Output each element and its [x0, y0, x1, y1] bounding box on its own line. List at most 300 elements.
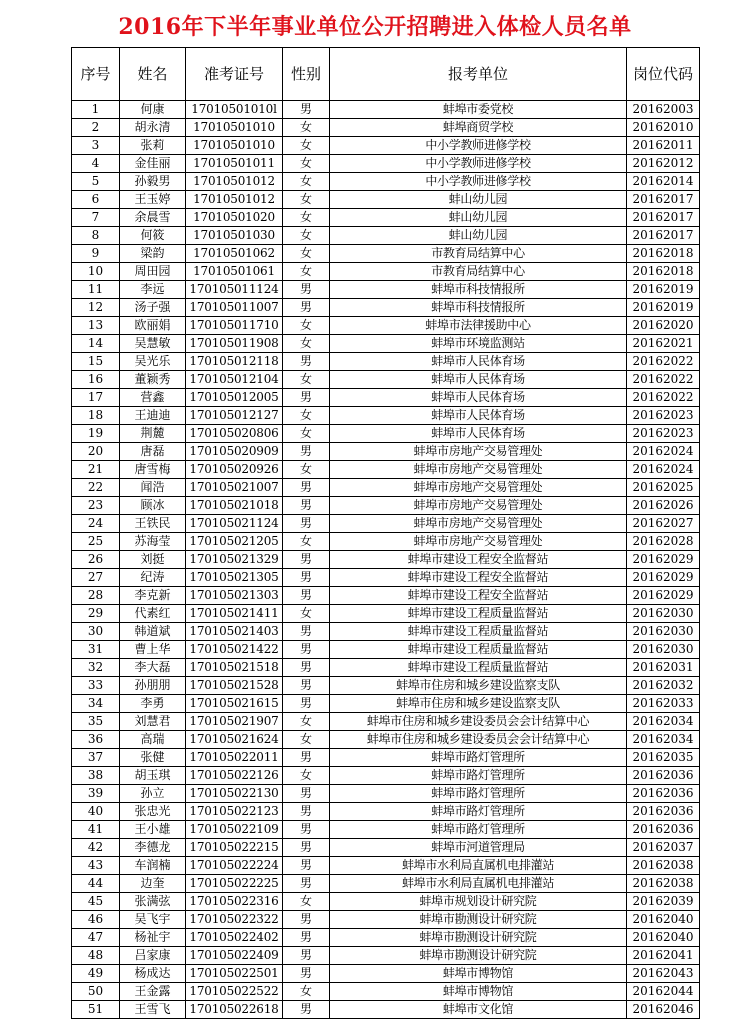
cell-seq: 20 [72, 443, 120, 461]
cell-exam-no: 170105011908 [186, 335, 283, 353]
cell-name: 王金露 [120, 983, 186, 1001]
cell-seq: 28 [72, 587, 120, 605]
cell-exam-no: 17010501020 [186, 209, 283, 227]
cell-unit: 蚌埠市科技情报所 [330, 281, 627, 299]
cell-exam-no: 17010501062 [186, 245, 283, 263]
cell-name: 王玉婷 [120, 191, 186, 209]
cell-name: 纪涛 [120, 569, 186, 587]
cell-seq: 9 [72, 245, 120, 263]
cell-unit: 蚌埠市住房和城乡建设监察支队 [330, 677, 627, 695]
cell-exam-no: 170105022126 [186, 767, 283, 785]
cell-gender: 男 [283, 587, 330, 605]
cell-seq: 30 [72, 623, 120, 641]
cell-position-code: 20162024 [627, 443, 700, 461]
cell-gender: 男 [283, 389, 330, 407]
cell-name: 王雪飞 [120, 1001, 186, 1019]
cell-gender: 女 [283, 137, 330, 155]
cell-unit: 蚌埠市建设工程质量监督站 [330, 641, 627, 659]
cell-unit: 市教育局结算中心 [330, 245, 627, 263]
cell-name: 周田园 [120, 263, 186, 281]
cell-gender: 男 [283, 353, 330, 371]
cell-gender: 女 [283, 191, 330, 209]
cell-seq: 25 [72, 533, 120, 551]
cell-exam-no: 170105022130 [186, 785, 283, 803]
cell-position-code: 20162034 [627, 713, 700, 731]
cell-seq: 24 [72, 515, 120, 533]
cell-gender: 女 [283, 767, 330, 785]
cell-unit: 蚌埠市住房和城乡建设委员会会计结算中心 [330, 713, 627, 731]
cell-gender: 女 [283, 713, 330, 731]
cell-position-code: 20162033 [627, 695, 700, 713]
cell-exam-no: 170105021205 [186, 533, 283, 551]
cell-unit: 蚌埠市文化馆 [330, 1001, 627, 1019]
cell-exam-no: 17010501010l [186, 101, 283, 119]
cell-gender: 男 [283, 479, 330, 497]
cell-unit: 蚌埠市房地产交易管理处 [330, 533, 627, 551]
cell-seq: 23 [72, 497, 120, 515]
cell-seq: 49 [72, 965, 120, 983]
cell-position-code: 20162022 [627, 353, 700, 371]
table-row [72, 101, 700, 119]
cell-exam-no: 170105022011 [186, 749, 283, 767]
cell-position-code: 20162023 [627, 425, 700, 443]
cell-exam-no: 170105021305 [186, 569, 283, 587]
cell-gender: 男 [283, 875, 330, 893]
cell-unit: 蚌埠市水利局直属机电排灌站 [330, 857, 627, 875]
cell-unit: 蚌埠市勘测设计研究院 [330, 929, 627, 947]
cell-gender: 男 [283, 101, 330, 119]
cell-exam-no: 170105022402 [186, 929, 283, 947]
cell-seq: 27 [72, 569, 120, 587]
cell-exam-no: 170105022215 [186, 839, 283, 857]
cell-seq: 32 [72, 659, 120, 677]
cell-seq: 47 [72, 929, 120, 947]
cell-exam-no: 170105011124 [186, 281, 283, 299]
cell-position-code: 20162041 [627, 947, 700, 965]
cell-name: 张满弦 [120, 893, 186, 911]
cell-name: 孙立 [120, 785, 186, 803]
table-row [72, 281, 700, 299]
cell-position-code: 20162040 [627, 911, 700, 929]
cell-name: 李大磊 [120, 659, 186, 677]
cell-seq: 19 [72, 425, 120, 443]
cell-position-code: 20162038 [627, 857, 700, 875]
cell-unit: 蚌埠市路灯管理所 [330, 749, 627, 767]
cell-exam-no: 170105012005 [186, 389, 283, 407]
cell-position-code: 20162022 [627, 389, 700, 407]
cell-exam-no: 170105020806 [186, 425, 283, 443]
cell-exam-no: 170105022109 [186, 821, 283, 839]
cell-gender: 女 [283, 371, 330, 389]
table-row [72, 875, 700, 893]
cell-name: 孙朋朋 [120, 677, 186, 695]
cell-name: 王迪迪 [120, 407, 186, 425]
table-row [72, 569, 700, 587]
cell-unit: 蚌埠市路灯管理所 [330, 767, 627, 785]
cell-exam-no: 170105021624 [186, 731, 283, 749]
cell-name: 吴慧敏 [120, 335, 186, 353]
table-row [72, 551, 700, 569]
cell-position-code: 20162036 [627, 767, 700, 785]
cell-name: 杨成达 [120, 965, 186, 983]
cell-seq: 3 [72, 137, 120, 155]
cell-gender: 女 [283, 155, 330, 173]
cell-seq: 22 [72, 479, 120, 497]
cell-name: 吕家康 [120, 947, 186, 965]
cell-name: 董颖秀 [120, 371, 186, 389]
cell-gender: 女 [283, 317, 330, 335]
cell-gender: 男 [283, 803, 330, 821]
cell-unit: 蚌埠市法律援助中心 [330, 317, 627, 335]
cell-name: 王小雄 [120, 821, 186, 839]
cell-unit: 蚌埠市规划设计研究院 [330, 893, 627, 911]
cell-gender: 女 [283, 209, 330, 227]
cell-unit: 蚌山幼儿园 [330, 191, 627, 209]
table-row [72, 497, 700, 515]
cell-gender: 女 [283, 263, 330, 281]
cell-seq: 42 [72, 839, 120, 857]
cell-exam-no: 170105020909 [186, 443, 283, 461]
table-row [72, 947, 700, 965]
cell-exam-no: 170105022316 [186, 893, 283, 911]
table-row [72, 677, 700, 695]
cell-unit: 蚌埠市房地产交易管理处 [330, 461, 627, 479]
cell-name: 余晨雪 [120, 209, 186, 227]
cell-name: 代素红 [120, 605, 186, 623]
table-row [72, 965, 700, 983]
cell-seq: 15 [72, 353, 120, 371]
cell-seq: 51 [72, 1001, 120, 1019]
cell-unit: 蚌埠市人民体育场 [330, 371, 627, 389]
cell-gender: 男 [283, 497, 330, 515]
cell-position-code: 20162030 [627, 605, 700, 623]
cell-position-code: 20162017 [627, 227, 700, 245]
cell-name: 张忠光 [120, 803, 186, 821]
cell-gender: 女 [283, 605, 330, 623]
cell-seq: 38 [72, 767, 120, 785]
cell-exam-no: 17010501012 [186, 191, 283, 209]
cell-exam-no: 170105021124 [186, 515, 283, 533]
table-row [72, 389, 700, 407]
cell-name: 李德龙 [120, 839, 186, 857]
cell-seq: 50 [72, 983, 120, 1001]
cell-position-code: 20162036 [627, 803, 700, 821]
cell-unit: 蚌埠市建设工程安全监督站 [330, 587, 627, 605]
cell-seq: 44 [72, 875, 120, 893]
cell-seq: 46 [72, 911, 120, 929]
cell-unit: 中小学教师进修学校 [330, 173, 627, 191]
cell-position-code: 20162019 [627, 299, 700, 317]
cell-position-code: 20162021 [627, 335, 700, 353]
cell-unit: 蚌埠市博物馆 [330, 965, 627, 983]
cell-seq: 45 [72, 893, 120, 911]
cell-name: 荆麓 [120, 425, 186, 443]
cell-unit: 蚌埠市房地产交易管理处 [330, 479, 627, 497]
table-row [72, 227, 700, 245]
cell-unit: 蚌埠市住房和城乡建设监察支队 [330, 695, 627, 713]
cell-gender: 女 [283, 173, 330, 191]
table-row [72, 173, 700, 191]
cell-name: 汤子强 [120, 299, 186, 317]
cell-position-code: 20162029 [627, 569, 700, 587]
cell-name: 营鑫 [120, 389, 186, 407]
cell-position-code: 20162010 [627, 119, 700, 137]
cell-exam-no: 17010501010 [186, 137, 283, 155]
cell-gender: 女 [283, 119, 330, 137]
cell-exam-no: 170105022409 [186, 947, 283, 965]
cell-seq: 6 [72, 191, 120, 209]
cell-name: 金佳丽 [120, 155, 186, 173]
cell-unit: 蚌埠市水利局直属机电排灌站 [330, 875, 627, 893]
table-row [72, 695, 700, 713]
cell-seq: 5 [72, 173, 120, 191]
table-row [72, 749, 700, 767]
cell-gender: 男 [283, 623, 330, 641]
table-row [72, 659, 700, 677]
table-row [72, 425, 700, 443]
cell-position-code: 20162023 [627, 407, 700, 425]
header-name: 姓名 [120, 48, 186, 101]
cell-seq: 4 [72, 155, 120, 173]
table-row [72, 587, 700, 605]
cell-position-code: 20162018 [627, 245, 700, 263]
cell-name: 韩道斌 [120, 623, 186, 641]
cell-name: 高瑞 [120, 731, 186, 749]
cell-seq: 36 [72, 731, 120, 749]
cell-seq: 10 [72, 263, 120, 281]
cell-seq: 17 [72, 389, 120, 407]
table-row [72, 443, 700, 461]
table-row [72, 731, 700, 749]
cell-unit: 蚌埠市委党校 [330, 101, 627, 119]
cell-position-code: 20162028 [627, 533, 700, 551]
cell-gender: 男 [283, 965, 330, 983]
cell-gender: 女 [283, 407, 330, 425]
cell-position-code: 20162043 [627, 965, 700, 983]
table-row [72, 119, 700, 137]
cell-gender: 男 [283, 641, 330, 659]
cell-unit: 中小学教师进修学校 [330, 155, 627, 173]
cell-unit: 蚌埠市河道管理局 [330, 839, 627, 857]
cell-position-code: 20162027 [627, 515, 700, 533]
cell-exam-no: 170105022225 [186, 875, 283, 893]
cell-gender: 男 [283, 677, 330, 695]
cell-exam-no: 170105021329 [186, 551, 283, 569]
cell-name: 吴飞宇 [120, 911, 186, 929]
cell-gender: 男 [283, 1001, 330, 1019]
cell-exam-no: 17010501011 [186, 155, 283, 173]
cell-exam-no: 170105022618 [186, 1001, 283, 1019]
cell-gender: 男 [283, 857, 330, 875]
cell-name: 胡永清 [120, 119, 186, 137]
cell-seq: 29 [72, 605, 120, 623]
cell-name: 杨祉宇 [120, 929, 186, 947]
table-row [72, 515, 700, 533]
cell-position-code: 20162024 [627, 461, 700, 479]
cell-name: 李克新 [120, 587, 186, 605]
cell-unit: 蚌埠市建设工程质量监督站 [330, 605, 627, 623]
cell-name: 王铁民 [120, 515, 186, 533]
cell-position-code: 20162038 [627, 875, 700, 893]
cell-position-code: 20162018 [627, 263, 700, 281]
cell-position-code: 20162032 [627, 677, 700, 695]
cell-position-code: 20162034 [627, 731, 700, 749]
table-row [72, 209, 700, 227]
cell-seq: 26 [72, 551, 120, 569]
cell-position-code: 20162036 [627, 785, 700, 803]
document-title: 2016年下半年事业单位公开招聘进入体检人员名单 [118, 14, 632, 40]
cell-unit: 蚌埠市房地产交易管理处 [330, 515, 627, 533]
cell-name: 闻浩 [120, 479, 186, 497]
header-unit: 报考单位 [330, 48, 627, 101]
cell-name: 吴光乐 [120, 353, 186, 371]
header-exam-no: 准考证号 [186, 48, 283, 101]
cell-position-code: 20162044 [627, 983, 700, 1001]
cell-position-code: 20162022 [627, 371, 700, 389]
cell-seq: 35 [72, 713, 120, 731]
table-row [72, 911, 700, 929]
table-row [72, 353, 700, 371]
cell-name: 孙毅男 [120, 173, 186, 191]
cell-exam-no: 170105021907 [186, 713, 283, 731]
cell-exam-no: 170105021422 [186, 641, 283, 659]
cell-gender: 男 [283, 299, 330, 317]
table-row [72, 461, 700, 479]
cell-name: 曹上华 [120, 641, 186, 659]
table-row [72, 893, 700, 911]
cell-unit: 中小学教师进修学校 [330, 137, 627, 155]
table-row [72, 299, 700, 317]
cell-name: 胡玉琪 [120, 767, 186, 785]
cell-name: 刘慧君 [120, 713, 186, 731]
cell-position-code: 20162003 [627, 101, 700, 119]
cell-seq: 33 [72, 677, 120, 695]
cell-exam-no: 17010501012 [186, 173, 283, 191]
table-row [72, 407, 700, 425]
table-row [72, 785, 700, 803]
cell-unit: 蚌埠市人民体育场 [330, 389, 627, 407]
cell-name: 李远 [120, 281, 186, 299]
cell-seq: 39 [72, 785, 120, 803]
cell-seq: 48 [72, 947, 120, 965]
cell-unit: 蚌埠市人民体育场 [330, 407, 627, 425]
cell-gender: 男 [283, 659, 330, 677]
table-row [72, 713, 700, 731]
cell-seq: 21 [72, 461, 120, 479]
cell-unit: 蚌埠市勘测设计研究院 [330, 947, 627, 965]
cell-gender: 男 [283, 749, 330, 767]
cell-gender: 女 [283, 533, 330, 551]
header-seq: 序号 [72, 48, 120, 101]
table-row [72, 857, 700, 875]
cell-name: 车润楠 [120, 857, 186, 875]
cell-unit: 蚌埠商贸学校 [330, 119, 627, 137]
header-position-code: 岗位代码 [627, 48, 700, 101]
cell-name: 何筱 [120, 227, 186, 245]
cell-unit: 蚌埠市建设工程质量监督站 [330, 659, 627, 677]
table-row [72, 839, 700, 857]
table-row [72, 983, 700, 1001]
cell-position-code: 20162019 [627, 281, 700, 299]
cell-seq: 18 [72, 407, 120, 425]
cell-seq: 34 [72, 695, 120, 713]
cell-position-code: 20162029 [627, 587, 700, 605]
cell-unit: 蚌埠市人民体育场 [330, 353, 627, 371]
cell-unit: 市教育局结算中心 [330, 263, 627, 281]
cell-position-code: 20162046 [627, 1001, 700, 1019]
cell-seq: 14 [72, 335, 120, 353]
table-row [72, 245, 700, 263]
table-row [72, 533, 700, 551]
cell-position-code: 20162020 [627, 317, 700, 335]
cell-gender: 男 [283, 551, 330, 569]
cell-gender: 女 [283, 983, 330, 1001]
cell-gender: 男 [283, 839, 330, 857]
cell-unit: 蚌埠市房地产交易管理处 [330, 443, 627, 461]
cell-seq: 41 [72, 821, 120, 839]
cell-exam-no: 170105021411 [186, 605, 283, 623]
table-row [72, 641, 700, 659]
cell-unit: 蚌埠市建设工程安全监督站 [330, 569, 627, 587]
cell-name: 李勇 [120, 695, 186, 713]
cell-unit: 蚌埠市科技情报所 [330, 299, 627, 317]
cell-gender: 男 [283, 695, 330, 713]
cell-unit: 蚌埠市住房和城乡建设委员会会计结算中心 [330, 731, 627, 749]
cell-name: 刘挺 [120, 551, 186, 569]
cell-name: 顾冰 [120, 497, 186, 515]
cell-exam-no: 17010501061 [186, 263, 283, 281]
cell-gender: 女 [283, 893, 330, 911]
cell-gender: 男 [283, 911, 330, 929]
cell-unit: 蚌埠市人民体育场 [330, 425, 627, 443]
cell-position-code: 20162017 [627, 209, 700, 227]
cell-gender: 男 [283, 443, 330, 461]
cell-seq: 31 [72, 641, 120, 659]
cell-seq: 43 [72, 857, 120, 875]
table-row [72, 767, 700, 785]
cell-position-code: 20162040 [627, 929, 700, 947]
cell-exam-no: 170105021528 [186, 677, 283, 695]
table-header-row [72, 48, 700, 101]
table-row [72, 803, 700, 821]
cell-exam-no: 170105011007 [186, 299, 283, 317]
cell-name: 张莉 [120, 137, 186, 155]
cell-exam-no: 170105022224 [186, 857, 283, 875]
cell-position-code: 20162014 [627, 173, 700, 191]
cell-name: 唐雪梅 [120, 461, 186, 479]
cell-unit: 蚌埠市路灯管理所 [330, 785, 627, 803]
cell-exam-no: 170105011710 [186, 317, 283, 335]
cell-unit: 蚌埠市建设工程安全监督站 [330, 551, 627, 569]
cell-position-code: 20162030 [627, 641, 700, 659]
cell-name: 唐磊 [120, 443, 186, 461]
cell-gender: 女 [283, 425, 330, 443]
cell-exam-no: 170105021007 [186, 479, 283, 497]
cell-exam-no: 170105021615 [186, 695, 283, 713]
table-row [72, 317, 700, 335]
cell-unit: 蚌山幼儿园 [330, 209, 627, 227]
table-row [72, 929, 700, 947]
cell-exam-no: 170105020926 [186, 461, 283, 479]
cell-position-code: 20162011 [627, 137, 700, 155]
table-row [72, 1001, 700, 1019]
cell-name: 何康 [120, 101, 186, 119]
cell-exam-no: 170105012127 [186, 407, 283, 425]
cell-name: 欧丽娟 [120, 317, 186, 335]
cell-gender: 男 [283, 515, 330, 533]
cell-gender: 男 [283, 821, 330, 839]
cell-name: 边奎 [120, 875, 186, 893]
